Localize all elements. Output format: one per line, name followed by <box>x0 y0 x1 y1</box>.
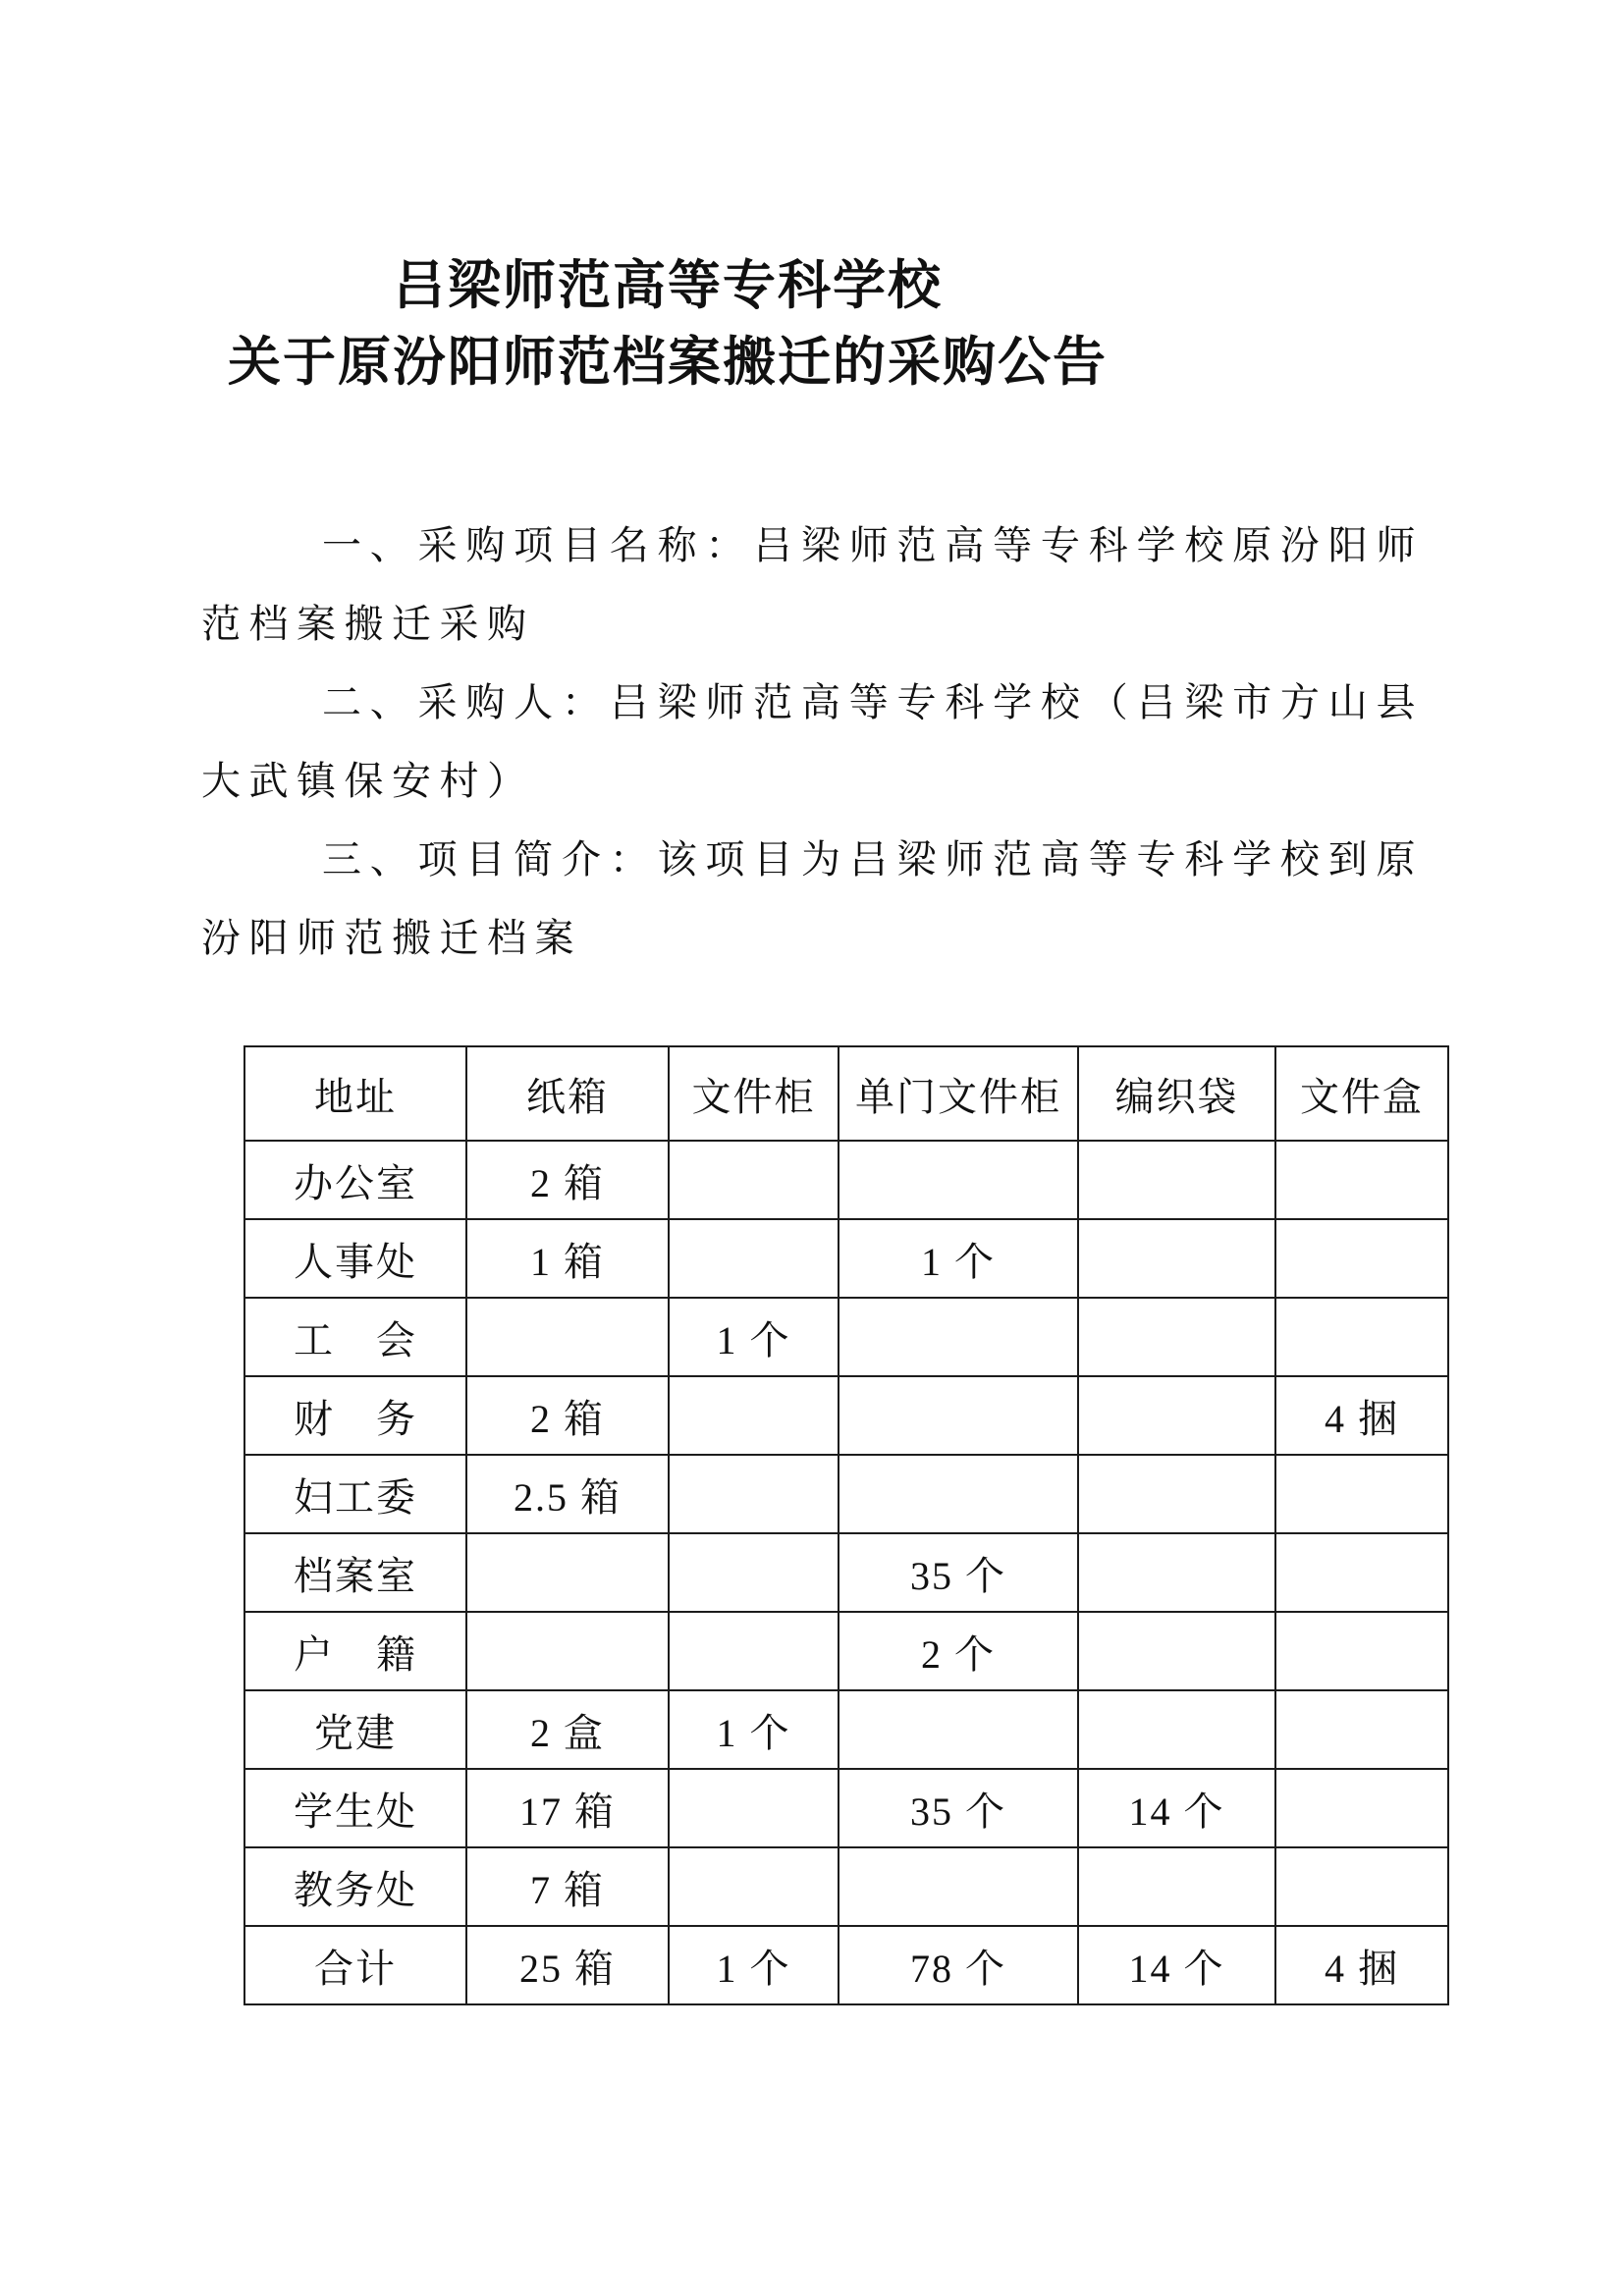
row-label-cell: 人事处 <box>244 1219 466 1298</box>
quantity-cell <box>669 1769 839 1847</box>
quantity-cell <box>839 1376 1078 1455</box>
quantity-cell <box>466 1298 669 1376</box>
quantity-cell: 25 箱 <box>466 1926 669 2004</box>
row-label-cell: 学生处 <box>244 1769 466 1847</box>
quantity-cell <box>669 1612 839 1690</box>
quantity-cell <box>1275 1533 1448 1612</box>
row-label-cell: 党建 <box>244 1690 466 1769</box>
quantity-cell <box>669 1376 839 1455</box>
row-label-cell: 办公室 <box>244 1141 466 1219</box>
table-row <box>244 1612 1448 1690</box>
row-label-cell: 户 籍 <box>244 1612 466 1690</box>
inventory-table <box>244 1045 1449 2005</box>
quantity-cell: 2 盒 <box>466 1690 669 1769</box>
table-header-cell: 地址 <box>244 1046 466 1141</box>
table-header-cell: 文件盒 <box>1275 1046 1448 1141</box>
row-label-cell: 财 务 <box>244 1376 466 1455</box>
quantity-cell <box>1275 1455 1448 1533</box>
quantity-cell: 17 箱 <box>466 1769 669 1847</box>
quantity-cell <box>669 1455 839 1533</box>
paragraph-project-name: 一、采购项目名称：吕梁师范高等专科学校原汾阳师范档案搬迁采购 <box>201 523 1424 646</box>
quantity-cell: 2.5 箱 <box>466 1455 669 1533</box>
table-row <box>244 1926 1448 2004</box>
quantity-cell <box>1275 1219 1448 1298</box>
quantity-cell <box>1078 1376 1275 1455</box>
quantity-cell <box>839 1847 1078 1926</box>
quantity-cell <box>839 1690 1078 1769</box>
quantity-cell <box>1275 1769 1448 1847</box>
quantity-cell: 2 箱 <box>466 1141 669 1219</box>
quantity-cell <box>839 1455 1078 1533</box>
quantity-cell <box>1275 1298 1448 1376</box>
quantity-cell <box>1275 1141 1448 1219</box>
document-title-line-1: 吕梁师范高等专科学校 <box>393 256 943 315</box>
quantity-cell <box>669 1141 839 1219</box>
quantity-cell: 35 个 <box>839 1769 1078 1847</box>
quantity-cell <box>669 1219 839 1298</box>
document-title <box>0 247 1335 400</box>
quantity-cell: 4 捆 <box>1275 1926 1448 2004</box>
table-header-cell: 编织袋 <box>1078 1046 1275 1141</box>
document-body <box>201 507 1424 978</box>
row-label-cell: 合计 <box>244 1926 466 2004</box>
quantity-cell: 14 个 <box>1078 1769 1275 1847</box>
table-header-cell: 文件柜 <box>669 1046 839 1141</box>
quantity-cell <box>1078 1533 1275 1612</box>
table-header-row <box>244 1046 1448 1141</box>
table-row <box>244 1141 1448 1219</box>
table-body <box>244 1141 1448 2004</box>
quantity-cell <box>1078 1455 1275 1533</box>
quantity-cell: 7 箱 <box>466 1847 669 1926</box>
quantity-cell: 78 个 <box>839 1926 1078 2004</box>
row-label-cell: 档案室 <box>244 1533 466 1612</box>
paragraph-project-intro: 三、项目简介：该项目为吕梁师范高等专科学校到原汾阳师范搬迁档案 <box>201 837 1424 960</box>
table-row <box>244 1455 1448 1533</box>
quantity-cell: 14 个 <box>1078 1926 1275 2004</box>
quantity-cell: 1 个 <box>669 1298 839 1376</box>
quantity-cell <box>1078 1690 1275 1769</box>
quantity-cell <box>1078 1298 1275 1376</box>
quantity-cell <box>1275 1612 1448 1690</box>
quantity-cell <box>1078 1612 1275 1690</box>
quantity-cell <box>839 1298 1078 1376</box>
quantity-cell <box>1078 1847 1275 1926</box>
quantity-cell: 1 个 <box>669 1926 839 2004</box>
table-row <box>244 1690 1448 1769</box>
quantity-cell <box>466 1612 669 1690</box>
quantity-cell <box>1275 1847 1448 1926</box>
quantity-cell: 4 捆 <box>1275 1376 1448 1455</box>
quantity-cell <box>466 1533 669 1612</box>
row-label-cell: 工 会 <box>244 1298 466 1376</box>
quantity-cell: 1 箱 <box>466 1219 669 1298</box>
row-label-cell: 教务处 <box>244 1847 466 1926</box>
quantity-cell <box>1275 1690 1448 1769</box>
table-row <box>244 1769 1448 1847</box>
document-title-line-2: 关于原汾阳师范档案搬迁的采购公告 <box>228 333 1108 392</box>
quantity-cell <box>839 1141 1078 1219</box>
quantity-cell <box>669 1533 839 1612</box>
table-header-cell: 纸箱 <box>466 1046 669 1141</box>
quantity-cell: 1 个 <box>839 1219 1078 1298</box>
quantity-cell <box>1078 1141 1275 1219</box>
quantity-cell <box>1078 1219 1275 1298</box>
table-row <box>244 1298 1448 1376</box>
quantity-cell: 1 个 <box>669 1690 839 1769</box>
table-row <box>244 1847 1448 1926</box>
quantity-cell: 35 个 <box>839 1533 1078 1612</box>
quantity-cell <box>669 1847 839 1926</box>
quantity-cell: 2 箱 <box>466 1376 669 1455</box>
row-label-cell: 妇工委 <box>244 1455 466 1533</box>
table-row <box>244 1376 1448 1455</box>
quantity-cell: 2 个 <box>839 1612 1078 1690</box>
table-row <box>244 1219 1448 1298</box>
table-header-cell: 单门文件柜 <box>839 1046 1078 1141</box>
paragraph-purchaser: 二、采购人：吕梁师范高等专科学校（吕梁市方山县大武镇保安村） <box>201 680 1424 803</box>
table-row <box>244 1533 1448 1612</box>
